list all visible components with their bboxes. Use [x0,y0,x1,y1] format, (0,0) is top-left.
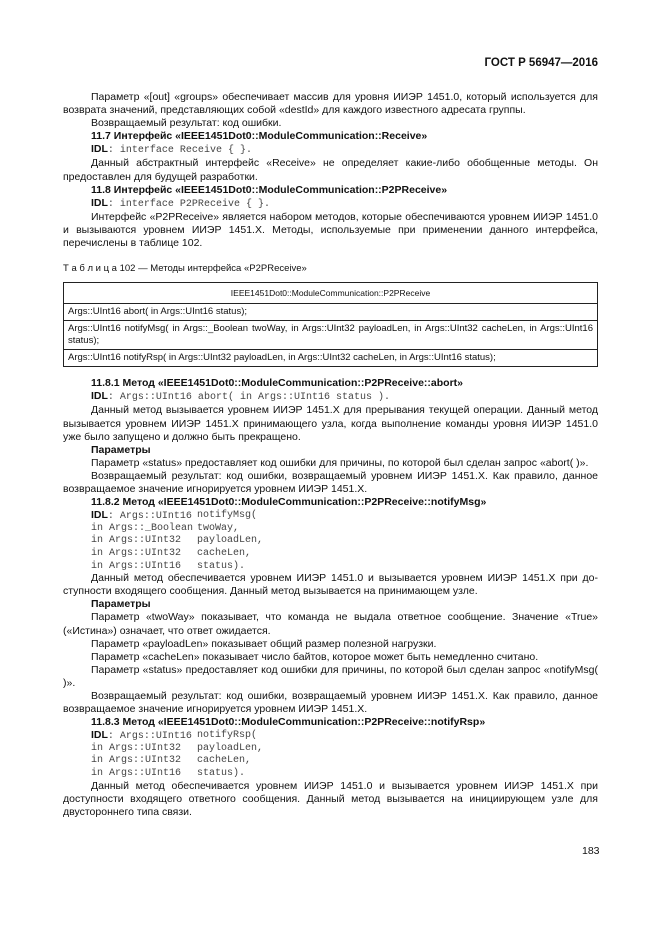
code-line [91,742,598,755]
paragraph: Данный абстрактный интерфейс «Receive» не определяет какие-либо обобщенные методы. Он предоставлен для будущей разработки. [63,157,598,183]
code-token: in Args::UInt32 [91,535,182,547]
code-token: : Args::UInt16 [107,731,192,743]
section-heading-11-8-1: 11.8.1 Метод «IEEE1451Dot0::ModuleCommunication::P2PReceive::abort» [91,377,463,390]
document-id: ГОСТ Р 56947—2016 [484,57,598,69]
paragraph: Параметр «status» предоставляет код ошибки для причины, по которой был сделан запрос «notifyMsg( )». [63,663,598,689]
code-token: in Args::UInt32 [91,547,182,559]
table-cell: Args::UInt16 notifyMsg( in Args::_Boolean twoWay, in Args::UInt32 payloadLen, in Args::UInt32 cacheLen, in Args::UInt16 status); [64,321,598,350]
paragraph: Данный метод обеспечивается уровнем ИИЭР 1451.0 и вызывается уровнем ИИЭР 1451.X при доступности входящего ответного сообщения. Данный метод вызывается на инициирующем узле для двустороннего типа связи. [63,779,598,818]
paragraph: Возвращаемый результат: код ошибки, возвращаемый уровнем ИИЭР 1451.X. Как правило, данное возвращаемое значение игнорируется уровнем ИИЭР 1451.X. [63,469,598,495]
table-row [64,321,598,350]
paragraph: Возвращаемый результат: код ошибки, возвращаемый уровнем ИИЭР 1451.X. Как правило, данное возвращаемое значение игнорируется уровнем ИИЭР 1451.X. [63,689,598,716]
idl-code: : interface Receive { }. [107,145,252,157]
idl-code: : Args::UInt16 abort( in Args::UInt16 status ). [107,392,390,404]
idl-line [63,143,598,157]
idl-line [63,197,598,211]
idl-label: IDL [91,729,108,742]
code-token: cacheLen, [197,547,252,559]
idl-code-block [63,509,598,572]
paragraph: Данный метод вызывается уровнем ИИЭР 1451.X для прерывания текущей операции. Данный метод вызывается уровнем ИИЭР 1451.X принимающего узла, когда выполнение команды уровня ИИЭР 1451.0 уже было запущено и должно быть прекращено. [63,404,598,443]
code-line [91,729,598,742]
page-number: 183 [582,845,600,857]
table-header-cell: IEEE1451Dot0::ModuleCommunication::P2PReceive [64,283,598,304]
code-token: in Args::UInt16 [91,768,182,780]
spacer [63,367,598,377]
idl-code: : interface P2PReceive { }. [107,198,270,210]
table-caption: Т а б л и ц а 102 — Методы интерфейса «P2PReceive» [63,263,307,275]
code-token: : Args::UInt16 [107,511,192,523]
code-token: notifyRsp( [197,730,258,742]
code-token: status). [197,560,246,572]
idl-label: IDL [91,509,108,522]
code-line [91,767,598,780]
code-token: in Args::UInt32 [91,755,182,767]
paragraph: Параметр «twoWay» показывает, что команда не выдала ответное сообщение. Значение «True» («Истина») означает, что ответ ожидается. [63,611,598,637]
paragraph: Интерфейс «P2PReceive» является набором методов, которые обеспечиваются уровнем ИИЭР 1451.0 и вызываются уровнем ИИЭР 1451.X. Методы, используемые при применении данного интерфейса, перечислены в таблице 102. [63,210,598,250]
section-heading-11-8-3: 11.8.3 Метод «IEEE1451Dot0::ModuleCommunication::P2PReceive::notifyRsp» [91,716,486,729]
table-row [64,304,598,321]
table-row [64,350,598,367]
paragraph: Данный метод обеспечивается уровнем ИИЭР 1451.0 и вызывается уровнем ИИЭР 1451.X при доступности входящего сообщения. Данный метод вызывается на принимающем узле. [63,572,598,598]
section-heading-11-8: 11.8 Интерфейс «IEEE1451Dot0::ModuleCommunication::P2PReceive» [91,183,448,196]
code-token: in Args::UInt32 [91,742,182,754]
paragraph: Параметр «status» предоставляет код ошибки для причины, по которой был сделан запрос «abort( )». [91,456,589,469]
paragraph: Параметр «cacheLen» показывает число байтов, которое может быть немедленно считано. [91,650,539,663]
code-line [91,754,598,767]
idl-line [63,390,598,404]
code-line [91,522,598,535]
params-heading: Параметры [91,443,151,456]
section-heading-11-8-2: 11.8.2 Метод «IEEE1451Dot0::ModuleCommunication::P2PReceive::notifyMsg» [91,496,487,509]
code-token: twoWay, [197,522,240,534]
code-token: status). [197,768,246,780]
code-line [91,560,598,573]
code-line [91,534,598,547]
paragraph: Возвращаемый результат: код ошибки. [91,117,282,130]
idl-label: IDL [91,143,108,156]
paragraph: Параметр «[out] «groups» обеспечивает массив для уровня ИИЭР 1451.0, который используется для возврата значений, представляющих собой «destId» для каждого известного адресата группы. [63,91,598,117]
methods-table [63,282,598,367]
page-content [63,91,598,819]
idl-label: IDL [91,390,108,403]
table-cell: Args::UInt16 notifyRsp( in Args::UInt32 payloadLen, in Args::UInt32 cacheLen, in Args::UInt16 status); [64,350,598,367]
code-token: payloadLen, [197,742,264,754]
code-line [91,509,598,522]
code-token: payloadLen, [197,535,264,547]
params-heading: Параметры [91,598,151,611]
table-cell: Args::UInt16 abort( in Args::UInt16 status); [64,304,598,321]
code-line [91,547,598,560]
code-token: in Args::_Boolean [91,522,194,534]
idl-code-block [63,729,598,779]
code-token: in Args::UInt16 [91,560,182,572]
section-heading-11-7: 11.7 Интерфейс «IEEE1451Dot0::ModuleCommunication::Receive» [91,130,428,143]
code-token: cacheLen, [197,755,252,767]
paragraph: Параметр «payloadLen» показывает общий размер полезной нагрузки. [91,637,437,650]
table-header-row [64,283,598,304]
idl-label: IDL [91,196,108,209]
code-token: notifyMsg( [197,510,258,522]
